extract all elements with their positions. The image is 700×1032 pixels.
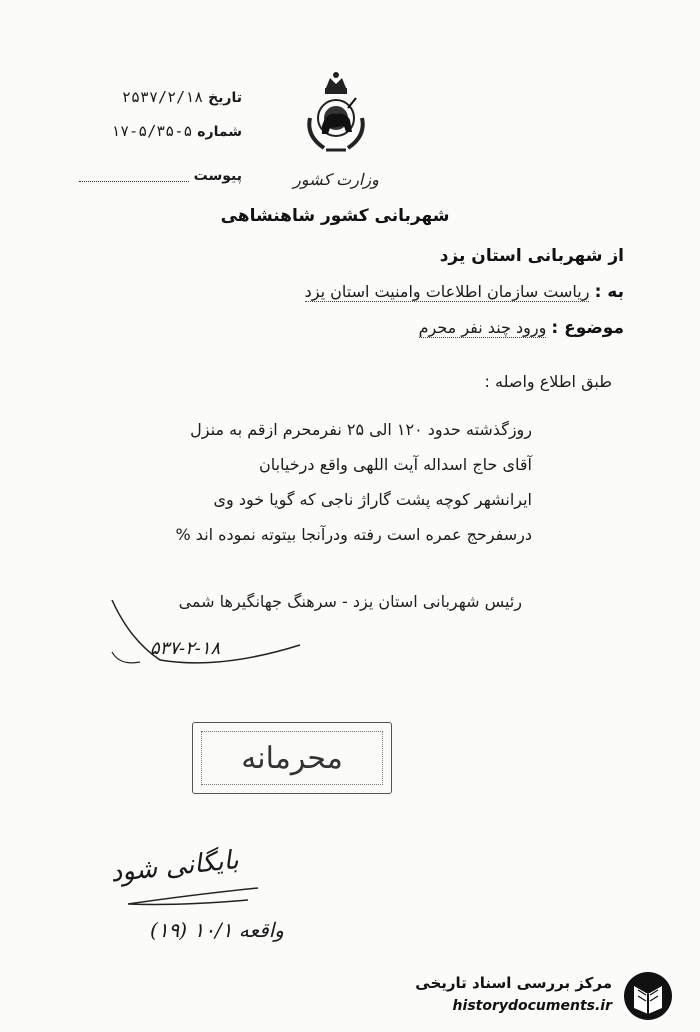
history-documents-logo-icon	[618, 968, 678, 1024]
stamp-text: محرمانه	[201, 731, 383, 785]
attachment-field	[62, 168, 242, 184]
attachment-label: پیوست	[193, 168, 242, 184]
number-field	[62, 122, 242, 140]
intro-line: طبق اطلاع واصله :	[484, 372, 612, 391]
footer-title: مرکز بررسی اسناد تاریخی	[415, 974, 612, 992]
number-value: ۵-۵/۳۵-۱۷	[111, 122, 193, 140]
confidential-stamp	[192, 722, 392, 794]
body-line-1: روزگذشته حدود ۱۲۰ الی ۲۵ نفرمحرم ازقم به منزل	[190, 420, 532, 439]
date-value: ۲۵۳۷/۲/۱۸	[121, 88, 204, 106]
number-label: شماره	[197, 124, 242, 140]
subject-line	[300, 318, 624, 338]
subject-label: موضوع :	[551, 318, 624, 338]
date-label: تاریخ	[208, 90, 242, 106]
organization-name: شهربانی کشور شاهنشاهی	[220, 206, 450, 226]
ministry-name: وزارت کشور	[293, 170, 379, 189]
from-line: از شهربانی استان یزد	[439, 246, 624, 266]
footer-url: historydocuments.ir	[452, 998, 612, 1014]
signature-line: رئیس شهربانی استان یزد - سرهنگ جهانگیرها شمی	[178, 592, 522, 611]
date-field	[62, 88, 242, 106]
to-value: ریاست سازمان اطلاعات وامنیت استان یزد	[304, 282, 590, 301]
body-line-4: درسفرحج عمره است رفته ودرآنجا بیتوته نموده اند %	[175, 525, 532, 544]
handwritten-date: ۵۳۷-۲-۱۸	[150, 638, 221, 659]
to-label: به :	[594, 282, 624, 302]
to-line	[200, 282, 624, 302]
handwritten-note: بایگانی شود	[108, 845, 241, 889]
body-line-3: ایرانشهر کوچه پشت گاراژ ناجی که گویا خود وی	[213, 490, 532, 509]
body-line-2: آقای حاج اسداله آیت اللهی واقع درخیابان	[258, 455, 532, 474]
handwritten-scribble	[100, 600, 340, 670]
lion-and-sun-crown-emblem-icon	[296, 70, 376, 160]
attachment-blank	[79, 171, 189, 182]
subject-value: ورود چند نفر محرم	[418, 318, 547, 337]
handwritten-ref: واقعه ۱۰/۱ (۱۹)	[150, 918, 284, 942]
